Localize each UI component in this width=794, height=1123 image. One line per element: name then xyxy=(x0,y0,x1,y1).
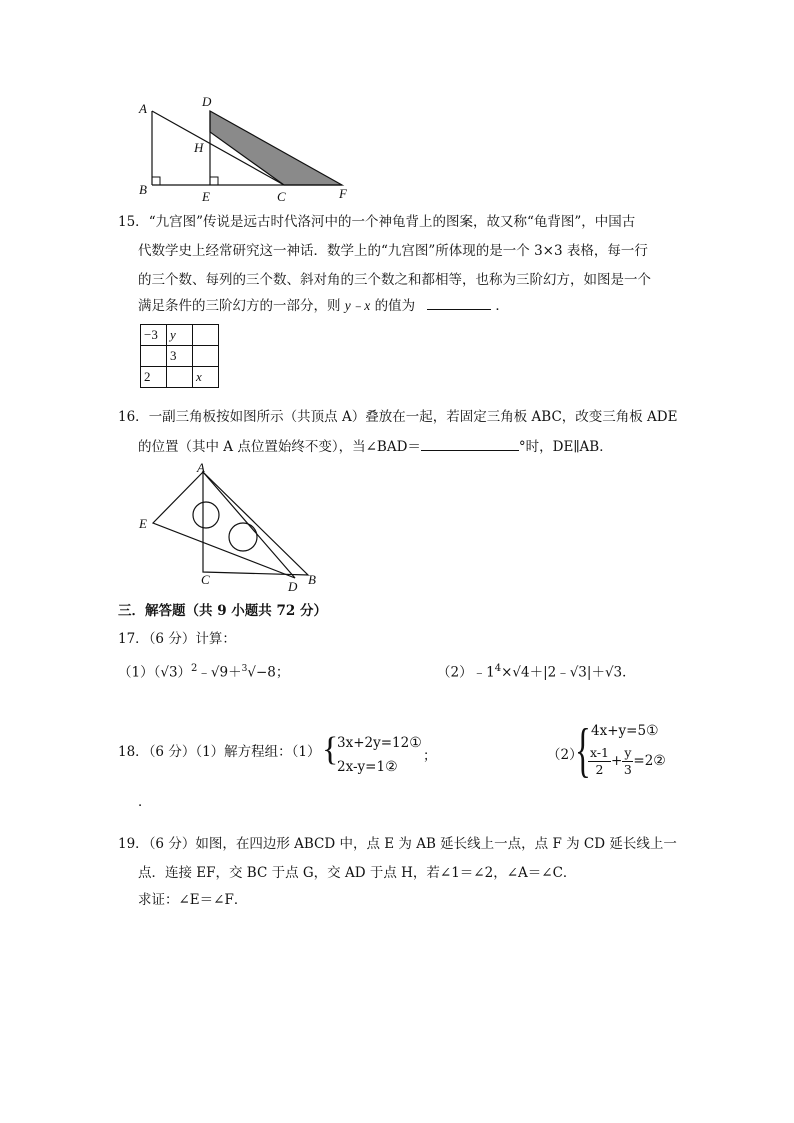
q18-sys1-eq1-text: 3x+2y=12 xyxy=(337,735,410,751)
label-a-16: A xyxy=(197,460,205,475)
label-a-14: A xyxy=(139,101,147,116)
q19-line2: 点．连接 EF，交 BC 于点 G，交 AD 于点 H，若∠1＝∠2，∠A＝∠C． xyxy=(138,865,577,881)
grid-cell xyxy=(193,346,219,367)
q17-part2-label: （2） xyxy=(437,664,473,681)
q18-sys1-brace: { xyxy=(322,731,339,768)
right-angle-e xyxy=(210,177,218,185)
q16-answer-blank[interactable] xyxy=(421,436,519,451)
hole-circle xyxy=(229,523,257,551)
label-h-14: H xyxy=(194,140,204,155)
q17-part1-label: （1） xyxy=(118,664,154,681)
q16-line2 xyxy=(138,436,613,457)
q18-intro-text: （6 分）（1）解方程组：（1） xyxy=(148,744,321,760)
q15-answer-blank[interactable] xyxy=(427,295,491,310)
q18-sys2-brace: { xyxy=(575,717,591,783)
q18-sys1-eq1-mark: ① xyxy=(409,735,422,751)
q18-sys1-eq2 xyxy=(337,757,398,777)
q15-line4-post: 的值为 xyxy=(370,298,416,314)
q17-part2-b: ×√4＋|2﹣√3|＋√3． xyxy=(501,664,636,681)
q17-intro xyxy=(118,629,236,649)
q18-fraction-1 xyxy=(588,745,611,778)
q16-line2-post: °时，DE∥AB． xyxy=(518,439,613,455)
q15-number: 15． xyxy=(118,214,149,230)
q15-line2: 代数学史上经常研究这一神话．数学上的“九宫图”所体现的是一个 3×3 表格，每一行 xyxy=(138,243,648,259)
q17-part1 xyxy=(118,659,289,683)
label-b-14: B xyxy=(139,182,147,197)
grid-cell: 2 xyxy=(141,367,167,388)
q15-line1 xyxy=(118,212,635,232)
q18-frac1-den: 2 xyxy=(595,762,604,777)
q18-sys1-eq1 xyxy=(337,733,422,753)
q18-sys2-eq1 xyxy=(591,721,659,741)
q19-line1 xyxy=(118,834,677,854)
q17-part1-c: √−8； xyxy=(247,664,290,681)
q15-end: ． xyxy=(495,298,509,314)
grid-cell xyxy=(167,367,193,388)
label-e-14: E xyxy=(202,189,210,204)
q17-part1-root-index: 3 xyxy=(241,664,248,674)
grid-cell: x xyxy=(193,367,219,388)
label-c-16: C xyxy=(201,572,210,587)
label-e-16: E xyxy=(139,516,147,531)
magic-square-grid xyxy=(140,324,219,388)
grid-row xyxy=(141,346,219,367)
triangle-ade xyxy=(153,472,295,578)
q15-expression: y﹣x xyxy=(344,298,371,313)
grid-cell xyxy=(141,346,167,367)
q16-number: 16． xyxy=(118,409,149,425)
label-d-14: D xyxy=(202,94,212,109)
q18-number: 18． xyxy=(118,744,149,760)
q15-line3: 的三个数、每列的三个数、斜对角的三个数之和都相等，也称为三阶幻方，如图是一个 xyxy=(138,272,651,288)
q18-part2-label: （2） xyxy=(547,747,583,763)
q18-sys1-eq2-text: 2x-y=1 xyxy=(337,759,386,775)
hole-circle xyxy=(193,502,219,528)
grid-cell: 3 xyxy=(167,346,193,367)
grid-row xyxy=(141,325,219,346)
q19-number: 19． xyxy=(118,836,149,852)
q17-part1-b: ﹣√9＋ xyxy=(197,664,242,681)
q17-part2 xyxy=(437,659,636,683)
q15-line4 xyxy=(138,295,509,316)
triangle-abc xyxy=(203,472,308,575)
grid-cell: −3 xyxy=(141,325,167,346)
q18-sys2-eq2-mark: ② xyxy=(653,753,666,769)
grid-cell: y xyxy=(167,325,193,346)
grid-cell xyxy=(193,325,219,346)
q15-text-1: “九宫图”传说是远古时代洛河中的一个神龟背上的图案，故又称“龟背图”，中国古 xyxy=(148,214,636,230)
figure-q14 xyxy=(130,90,360,205)
section-title: 三．解答题（共 9 小题共 72 分） xyxy=(118,603,327,619)
figure-q16 xyxy=(140,460,330,590)
q18-frac2-num: y xyxy=(624,745,632,760)
q18-sys2-eq1-mark: ① xyxy=(646,723,659,739)
q16-line1 xyxy=(118,407,678,427)
right-angle-b xyxy=(152,177,160,185)
q16-text-1: 一副三角板按如图所示（共顶点 A）叠放在一起，若固定三角板 ABC，改变三角板 ADE xyxy=(148,409,678,425)
label-b-16: B xyxy=(308,572,316,587)
q17-part1-exp: 2 xyxy=(191,663,198,674)
q17-part2-a: ﹣1 xyxy=(472,664,495,681)
q18-rhs: =2 xyxy=(633,753,654,769)
q19-line3: 求证：∠E＝∠F． xyxy=(138,892,248,908)
q18-sys1-eq2-mark: ② xyxy=(385,759,398,775)
q19-text-1: （6 分）如图，在四边形 ABCD 中，点 E 为 AB 延长线上一点，点 F 为 CD 延长线上一 xyxy=(148,836,677,852)
q18-sys2-eq1-text: 4x+y=5 xyxy=(591,723,647,739)
shaded-region xyxy=(210,111,342,185)
q18-sys2-eq2 xyxy=(588,745,666,778)
q18-frac2-den: 3 xyxy=(623,762,632,777)
q18-sys1-end: ； xyxy=(423,748,437,764)
q16-line2-pre: 的位置（其中 A 点位置始终不变），当∠BAD＝ xyxy=(138,439,421,455)
label-f-14: F xyxy=(339,186,347,201)
q18-trailing-period: ． xyxy=(138,794,152,810)
q18-fraction-2 xyxy=(622,745,633,778)
label-d-16: D xyxy=(288,579,298,594)
q18-frac1-num: x-1 xyxy=(590,745,610,760)
q15-line4-pre: 满足条件的三阶幻方的一部分，则 xyxy=(138,298,345,314)
q17-part1-a: （√3） xyxy=(153,664,192,681)
q17-part2-exp: 4 xyxy=(494,663,502,674)
label-c-14: C xyxy=(277,189,286,204)
q17-number: 17． xyxy=(118,631,149,647)
q18-intro xyxy=(118,742,321,762)
grid-row xyxy=(141,367,219,388)
q18-plus: + xyxy=(611,753,623,769)
q17-intro-text: （6 分）计算： xyxy=(148,631,236,647)
